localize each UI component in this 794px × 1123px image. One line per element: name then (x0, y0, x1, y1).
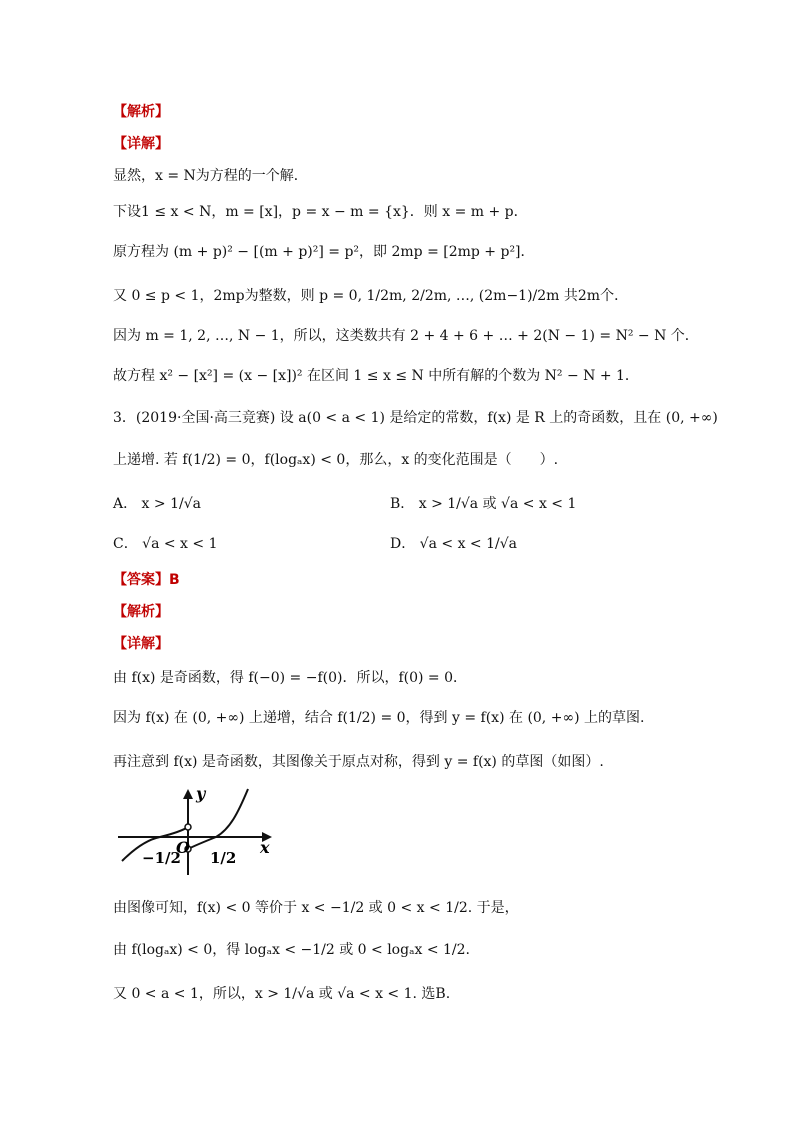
open-point-upper (185, 824, 191, 830)
solution-line: 原方程为 (m + p)² − [(m + p)²] = p²，即 2mp = [2mp + p²]． (113, 244, 535, 260)
pos-half-label: 1/2 (210, 849, 237, 867)
solution-line: 由 f(x) 是奇函数，得 f(−0) = −f(0)．所以，f(0) = 0． (113, 670, 468, 686)
solution-line: 由图像可知，f(x) < 0 等价于 x < −1/2 或 0 < x < 1/2. 于是， (113, 900, 519, 916)
solution-line: 由 f(logₐx) < 0，得 logₐx < −1/2 或 0 < logₐx < 1/2. (113, 942, 470, 958)
analysis-label: 【解析】 (113, 104, 169, 120)
neg-half-label: −1/2 (142, 849, 181, 867)
solution-line: 因为 m = 1, 2, …, N − 1，所以，这类数共有 2 + 4 + 6 + … + 2(N − 1) = N² − N 个． (113, 328, 699, 344)
answer-label: 【答案】B (113, 572, 180, 588)
solution-line: 故方程 x² − [x²] = (x − [x])² 在区间 1 ≤ x ≤ N 中所有解的个数为 N² − N + 1． (113, 368, 639, 384)
solution-line: 又 0 < a < 1，所以，x > 1/√a 或 √a < x < 1. 选B. (113, 986, 451, 1002)
y-axis-arrow-icon (183, 789, 193, 799)
problem-stem: 上递增. 若 f(1/2) = 0，f(logₐx) < 0，那么，x 的变化范围是（ ）. (113, 452, 559, 468)
option-b: B． x > 1/√a 或 √a < x < 1 (390, 496, 577, 512)
y-axis-label: y (196, 785, 206, 803)
analysis-label: 【解析】 (113, 604, 169, 620)
x-axis-label: x (260, 838, 270, 857)
function-sketch-graph (112, 785, 282, 880)
option-c: C． √a < x < 1 (113, 536, 218, 552)
origin-label: O (176, 838, 190, 857)
problem-stem: 3．(2019·全国·高三竞赛) 设 a(0 < a < 1) 是给定的常数，f(x) 是 R 上的奇函数，且在 (0, +∞) (113, 410, 718, 426)
option-d: D． √a < x < 1/√a (390, 536, 517, 552)
solution-line: 因为 f(x) 在 (0, +∞) 上递增，结合 f(1/2) = 0，得到 y = f(x) 在 (0, +∞) 上的草图. (113, 710, 645, 726)
option-a: A． x > 1/√a (113, 496, 201, 512)
detail-label: 【详解】 (113, 636, 169, 652)
solution-line: 显然，x = N为方程的一个解． (113, 168, 308, 184)
solution-line: 下设1 ≤ x < N，m = [x]，p = x − m = {x}．则 x = m + p． (113, 204, 528, 220)
solution-line: 再注意到 f(x) 是奇函数，其图像关于原点对称，得到 y = f(x) 的草图（如图）. (113, 754, 604, 770)
detail-label: 【详解】 (113, 136, 169, 152)
solution-line: 又 0 ≤ p < 1，2mp为整数，则 p = 0, 1/2m, 2/2m, …, (2m−1)/2m 共2m个． (113, 288, 629, 304)
